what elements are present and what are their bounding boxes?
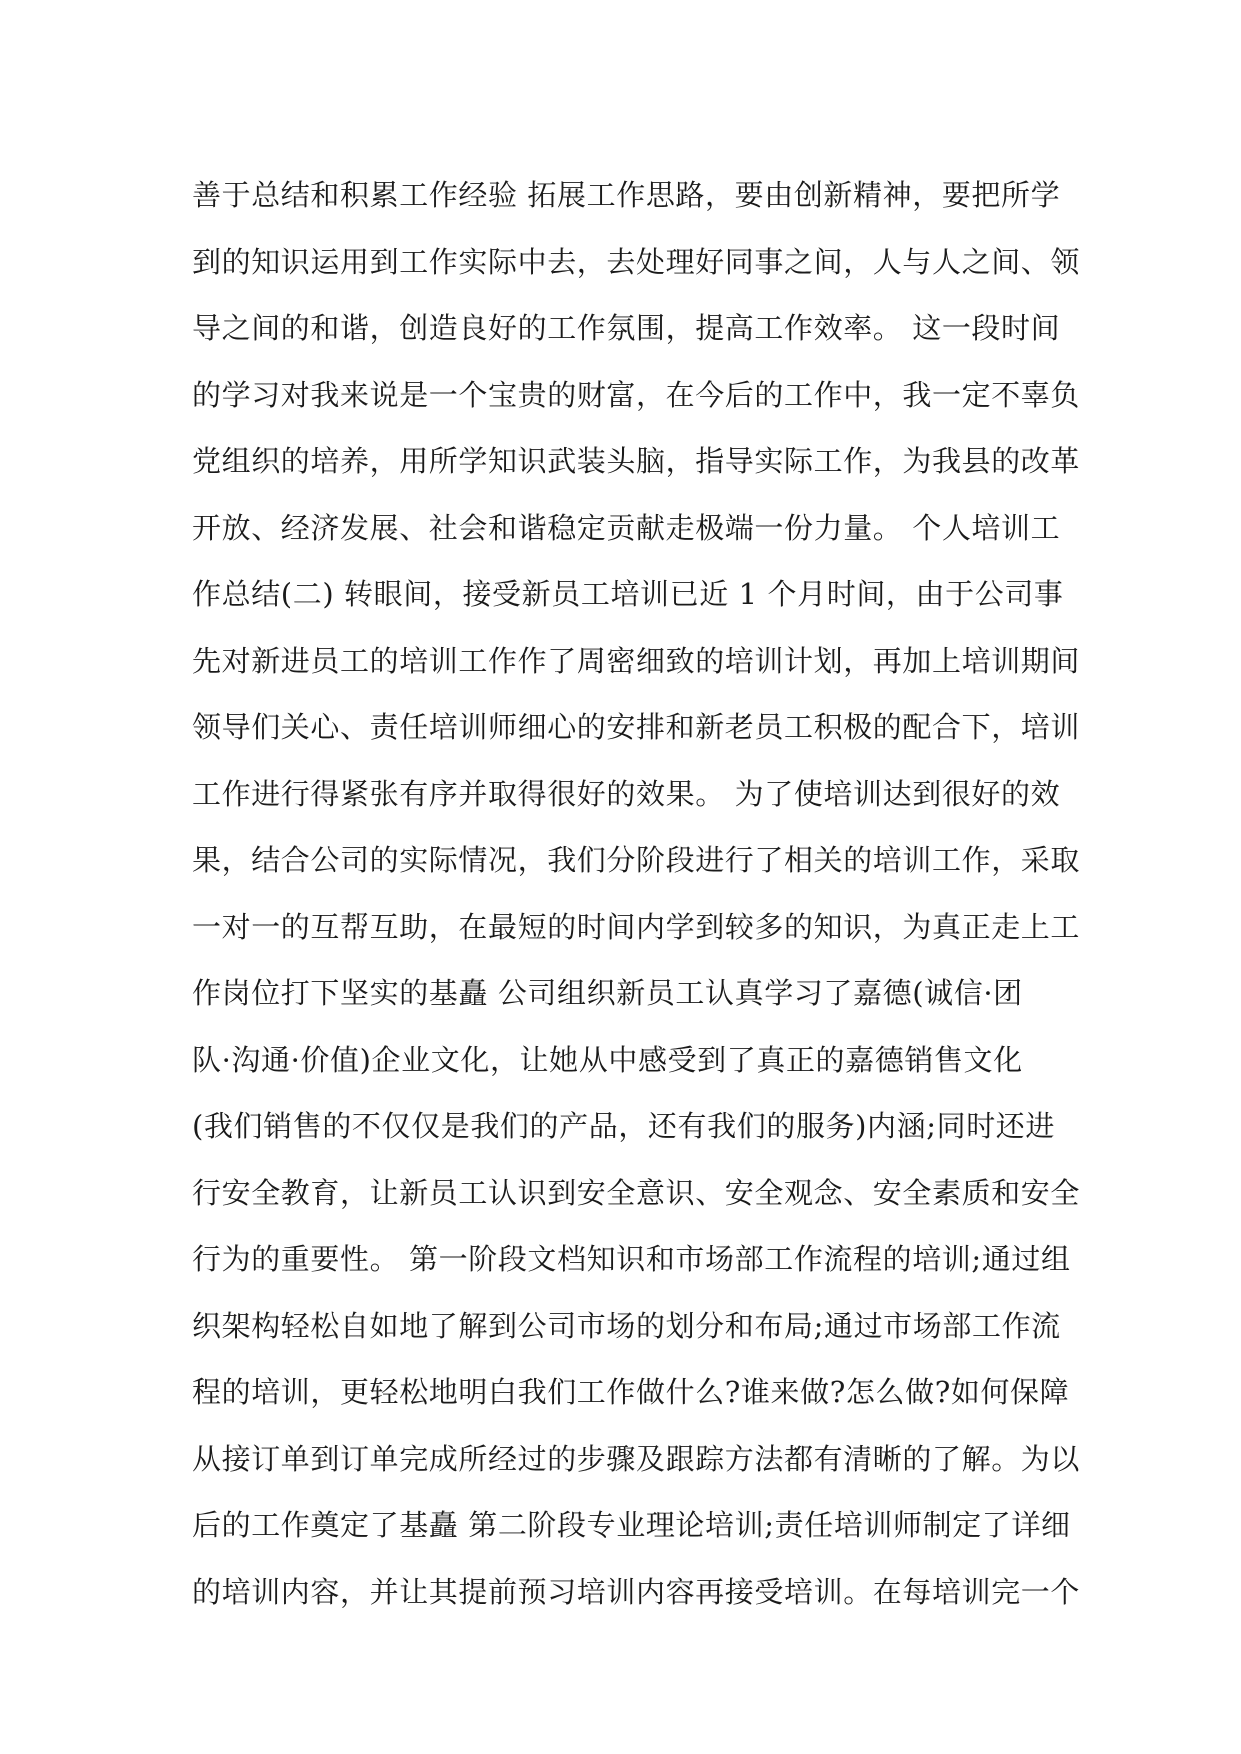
body-text [192,162,1081,1625]
text-line: 果，结合公司的实际情况，我们分阶段进行了相关的培训工作，采取 [192,843,1081,877]
text-line: 党组织的培养，用所学知识武装头脑，指导实际工作，为我县的改革 [192,444,1081,478]
text-line: 队·沟通·价值)企业文化，让她从中感受到了真正的嘉德销售文化 [192,1042,1023,1077]
text-line: 后的工作奠定了基矗 第二阶段专业理论培训;责任培训师制定了详细 [192,1508,1071,1542]
text-line: 开放、经济发展、社会和谐稳定贡献走极端一份力量。 个人培训工 [192,510,1061,545]
text-line: 导之间的和谐，创造良好的工作氛围，提高工作效率。 这一段时间 [192,311,1061,345]
text-line: 作岗位打下坚实的基矗 公司组织新员工认真学习了嘉德(诚信·团 [192,976,1023,1010]
text-line: (我们销售的不仅仅是我们的产品，还有我们的服务)内涵;同时还进 [192,1109,1055,1143]
text-line: 一对一的互帮互助，在最短的时间内学到较多的知识，为真正走上工 [192,909,1081,944]
text-line: 作总结(二) 转眼间，接受新员工培训已近 1 个月时间，由于公司事 [192,577,1064,611]
text-line: 先对新进员工的培训工作作了周密细致的培训计划，再加上培训期间 [192,643,1081,678]
text-line: 领导们关心、责任培训师细心的安排和新老员工积极的配合下，培训 [192,710,1081,744]
text-line: 行为的重要性。 第一阶段文档知识和市场部工作流程的培训;通过组 [192,1242,1071,1276]
text-line: 从接订单到订单完成所经过的步骤及跟踪方法都有清晰的了解。为以 [192,1441,1081,1476]
text-line: 织架构轻松自如地了解到公司市场的划分和布局;通过市场部工作流 [192,1308,1061,1343]
text-line: 善于总结和积累工作经验 拓展工作思路，要由创新精神，要把所学 [192,178,1061,212]
text-line: 行安全教育，让新员工认识到安全意识、安全观念、安全素质和安全 [192,1175,1081,1210]
text-line: 工作进行得紧张有序并取得很好的效果。 为了使培训达到很好的效 [192,776,1061,811]
text-line: 的学习对我来说是一个宝贵的财富，在今后的工作中，我一定不辜负 [192,377,1081,412]
text-line: 程的培训，更轻松地明白我们工作做什么?谁来做?怎么做?如何保障 [192,1375,1070,1409]
text-line: 的培训内容，并让其提前预习培训内容再接受培训。在每培训完一个 [192,1574,1081,1609]
text-line: 到的知识运用到工作实际中去，去处理好同事之间，人与人之间、领 [192,244,1081,279]
